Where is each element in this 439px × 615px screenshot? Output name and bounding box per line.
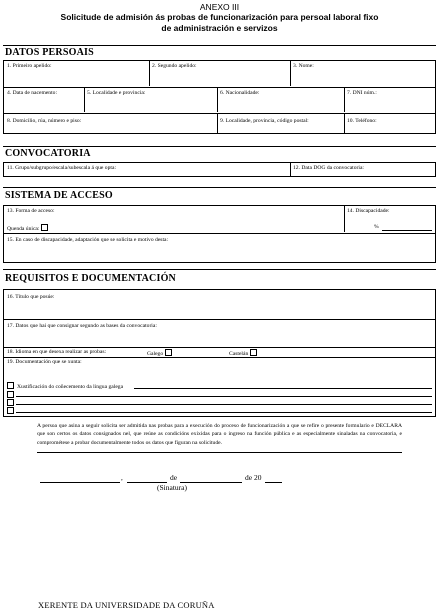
signature-comma: , (121, 474, 123, 482)
section-call-title: CONVOCATORIA (5, 148, 91, 159)
section-personal-title: DATOS PERSOAIS (5, 47, 94, 58)
field-address[interactable]: 8. Domicilio, rúa, número e piso: (7, 118, 82, 124)
signature-place-line[interactable] (40, 482, 120, 483)
declaration-underline (37, 452, 402, 453)
field-disability: 14. Discapacidade: (347, 208, 390, 214)
section-rule (3, 45, 436, 46)
access-grid (3, 205, 436, 263)
field-disability-percent[interactable] (371, 222, 379, 230)
section-requirements-title: REQUISITOS E DOCUMENTACIÓN (5, 273, 176, 284)
option-single-shift-label: Quenda única: (7, 226, 40, 232)
doc-row-4[interactable] (4, 405, 14, 415)
option-galician-label: Galego (147, 351, 164, 357)
doc-line-4 (16, 412, 432, 413)
footer-recipient: XERENTE DA UNIVERSIDADE DA CORUÑA (38, 600, 215, 610)
galician-checkbox[interactable] (165, 349, 172, 356)
declaration-text: A persoa que asina a seguir solicita ser admitida nas probas para a execución do proceso de funcionarización a que se refire o presente formulario e DECLARA que son certos os datos consignados nel, que reúne as condicións exixidas para o ingreso na función pública e as especialmente sinaladas na convocatoria, e comprométese a probar documentalmente todos os datos que figuran na solicitude. (37, 423, 402, 446)
field-locality-postal[interactable]: 9. Localidade, provincia, código postal: (220, 118, 309, 124)
spanish-checkbox[interactable] (250, 349, 257, 356)
doc-line-2 (16, 396, 432, 397)
requirements-grid (3, 289, 436, 417)
disability-percent-line (382, 230, 432, 231)
doc-line-1 (134, 388, 432, 389)
signature-de-1: de (170, 473, 178, 482)
form-title-line1: Solicitude de admisión ás probas de funcionarización para persoal laboral fixo (60, 12, 379, 22)
field-birth-place[interactable]: 5. Localidade e provincia: (87, 90, 146, 96)
section-rule (3, 146, 436, 147)
signature-month-line[interactable] (180, 482, 242, 483)
doc-line-3 (16, 404, 432, 405)
signature-label: (Sinatura) (157, 483, 187, 492)
annex-label: ANEXO III (199, 2, 240, 12)
field-access-form: 13. Forma de acceso: (7, 208, 55, 214)
section-access-title: SISTEMA DE ACCESO (5, 190, 113, 201)
signature-de-2: de 20 (245, 473, 262, 482)
single-shift-checkbox[interactable] (41, 224, 48, 231)
field-language: 18. Idioma en que desexa realizar as probas: (7, 349, 107, 355)
personal-data-grid (3, 60, 436, 134)
option-spanish-label: Castelán (229, 351, 249, 357)
form-title (0, 12, 439, 34)
field-dog-date[interactable]: 12. Data DOG da convocatoria: (293, 165, 364, 171)
field-group-scale[interactable]: 11. Grupo/subgrupo/escala/subescala á que opta: (7, 165, 116, 171)
section-rule (3, 187, 436, 188)
form-title-line2: de administración e servizos (161, 23, 278, 33)
field-dni[interactable]: 7. DNI núm.: (347, 90, 377, 96)
field-nationality[interactable]: 6. Nacionalidade: (220, 90, 260, 96)
field-phone[interactable]: 10. Teléfono: (347, 118, 377, 124)
signature-year-line[interactable] (265, 482, 282, 483)
doc-row-galician[interactable] (4, 380, 123, 390)
field-name[interactable]: 3. Nome: (293, 63, 314, 69)
field-call-data[interactable]: 17. Datos que hai que consignar segundo as bases da convocatoria: (7, 323, 157, 329)
doc-item-galician-proof: Xustificación do coñecemento da lingua galega (17, 384, 124, 390)
option-single-shift[interactable] (4, 222, 48, 232)
section-rule (3, 269, 436, 270)
field-degree[interactable]: 16. Título que posúe: (7, 294, 55, 300)
option-spanish[interactable] (226, 347, 257, 357)
call-grid (3, 162, 436, 177)
field-adaptation[interactable]: 15. En caso de discapacidade, adaptación que se solicita e motivo desta: (7, 237, 169, 243)
doc-checkbox-4[interactable] (7, 407, 14, 414)
field-second-surname[interactable]: 2. Segundo apelido: (152, 63, 197, 69)
field-documentation: 19. Documentación que se xunta: (7, 359, 82, 365)
disability-percent-sign: % (374, 224, 379, 230)
field-birth-date[interactable]: 4. Data de nacemento: (7, 90, 58, 96)
doc-checkbox-1[interactable] (7, 382, 14, 389)
option-galician[interactable] (144, 347, 172, 357)
field-first-surname[interactable]: 1. Primeiro apelido: (7, 63, 52, 69)
